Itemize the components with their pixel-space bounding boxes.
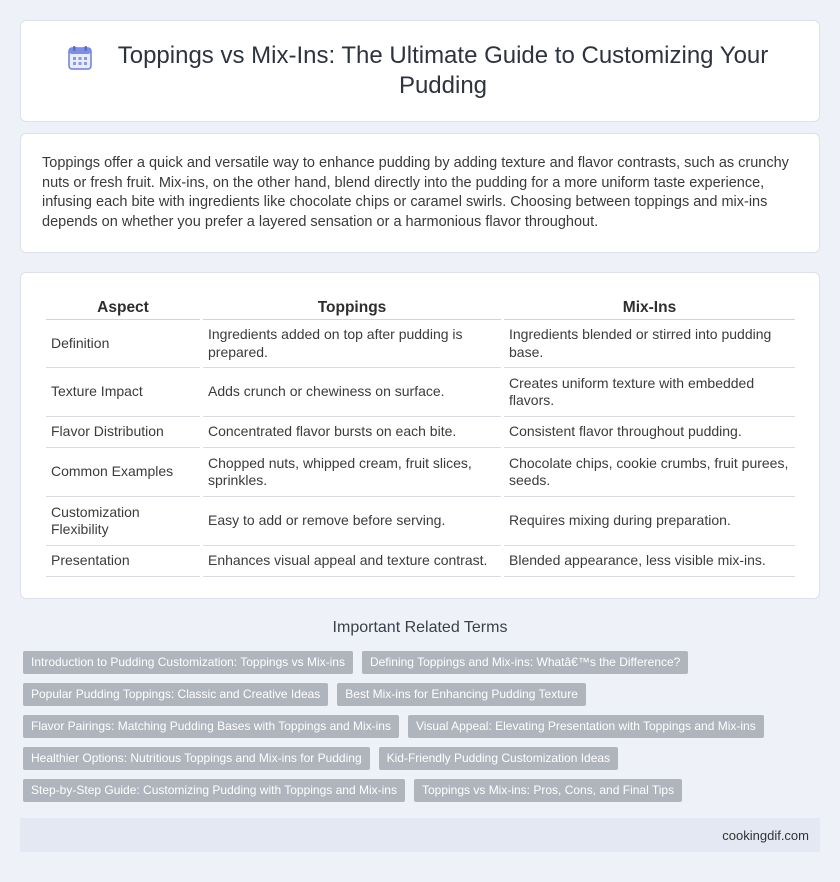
related-term-tag[interactable]: Visual Appeal: Elevating Presentation with Toppings and Mix-ins xyxy=(408,715,764,738)
cell-toppings: Chopped nuts, whipped cream, fruit slices, sprinkles. xyxy=(203,448,501,497)
cell-mixins: Consistent flavor throughout pudding. xyxy=(504,417,795,448)
tag-row xyxy=(23,683,823,706)
cell-mixins: Requires mixing during preparation. xyxy=(504,497,795,546)
related-term-tag[interactable]: Best Mix-ins for Enhancing Pudding Texture xyxy=(337,683,586,706)
table-row xyxy=(46,320,795,368)
related-terms-list xyxy=(23,651,823,811)
table-row xyxy=(46,448,795,497)
header-card xyxy=(20,20,820,122)
intro-text: Toppings offer a quick and versatile way to enhance pudding by adding texture and flavor contrasts, such as crunchy nuts or fresh fruit. Mix-ins, on the other hand, blend directly into the pudding for a more uniform taste experience, infusing each bite with ingredients like chocolate chips or caramel swirls. Choosing between toppings and mix-ins depends on whether you prefer a layered sensation or a harmonious flavor throughout. xyxy=(42,155,789,230)
related-term-tag[interactable]: Flavor Pairings: Matching Pudding Bases with Toppings and Mix-ins xyxy=(23,715,399,738)
cell-mixins: Chocolate chips, cookie crumbs, fruit purees, seeds. xyxy=(504,448,795,497)
footer xyxy=(20,818,820,852)
tag-row xyxy=(23,747,823,770)
related-term-tag[interactable]: Defining Toppings and Mix-ins: Whatâ€™s the Difference? xyxy=(362,651,688,674)
tag-row xyxy=(23,651,823,674)
table-row xyxy=(46,417,795,448)
table-row xyxy=(46,368,795,417)
comparison-table xyxy=(43,295,798,577)
cell-aspect: Customization Flexibility xyxy=(46,497,200,546)
cell-mixins: Creates uniform texture with embedded flavors. xyxy=(504,368,795,417)
cell-aspect: Common Examples xyxy=(46,448,200,497)
cell-aspect: Presentation xyxy=(46,546,200,577)
cell-toppings: Adds crunch or chewiness on surface. xyxy=(203,368,501,417)
intro-card xyxy=(20,133,820,253)
table-row xyxy=(46,497,795,546)
header-mixins: Mix-Ins xyxy=(504,295,795,320)
cell-toppings: Enhances visual appeal and texture contrast. xyxy=(203,546,501,577)
header-aspect: Aspect xyxy=(46,295,200,320)
cell-aspect: Flavor Distribution xyxy=(46,417,200,448)
cell-mixins: Ingredients blended or stirred into pudding base. xyxy=(504,320,795,368)
related-term-tag[interactable]: Kid-Friendly Pudding Customization Ideas xyxy=(379,747,618,770)
cell-aspect: Definition xyxy=(46,320,200,368)
related-term-tag[interactable]: Healthier Options: Nutritious Toppings and Mix-ins for Pudding xyxy=(23,747,370,770)
cell-toppings: Ingredients added on top after pudding is prepared. xyxy=(203,320,501,368)
tag-row xyxy=(23,779,823,802)
calendar-icon xyxy=(67,45,93,71)
tag-row xyxy=(23,715,823,738)
related-term-tag[interactable]: Step-by-Step Guide: Customizing Pudding with Toppings and Mix-ins xyxy=(23,779,405,802)
header-toppings: Toppings xyxy=(203,295,501,320)
cell-aspect: Texture Impact xyxy=(46,368,200,417)
table-row xyxy=(46,546,795,577)
cell-toppings: Easy to add or remove before serving. xyxy=(203,497,501,546)
related-term-tag[interactable]: Toppings vs Mix-ins: Pros, Cons, and Final Tips xyxy=(414,779,682,802)
related-term-tag[interactable]: Introduction to Pudding Customization: Toppings vs Mix-ins xyxy=(23,651,353,674)
related-terms-title: Important Related Terms xyxy=(332,619,508,636)
related-term-tag[interactable]: Popular Pudding Toppings: Classic and Creative Ideas xyxy=(23,683,328,706)
page-title: Toppings vs Mix-Ins: The Ultimate Guide to Customizing Your Pudding xyxy=(117,42,769,99)
footer-site-link[interactable]: cookingdif.com xyxy=(722,827,809,843)
comparison-table-card xyxy=(20,272,820,599)
cell-toppings: Concentrated flavor bursts on each bite. xyxy=(203,417,501,448)
table-header-row xyxy=(46,295,795,320)
cell-mixins: Blended appearance, less visible mix-ins. xyxy=(504,546,795,577)
